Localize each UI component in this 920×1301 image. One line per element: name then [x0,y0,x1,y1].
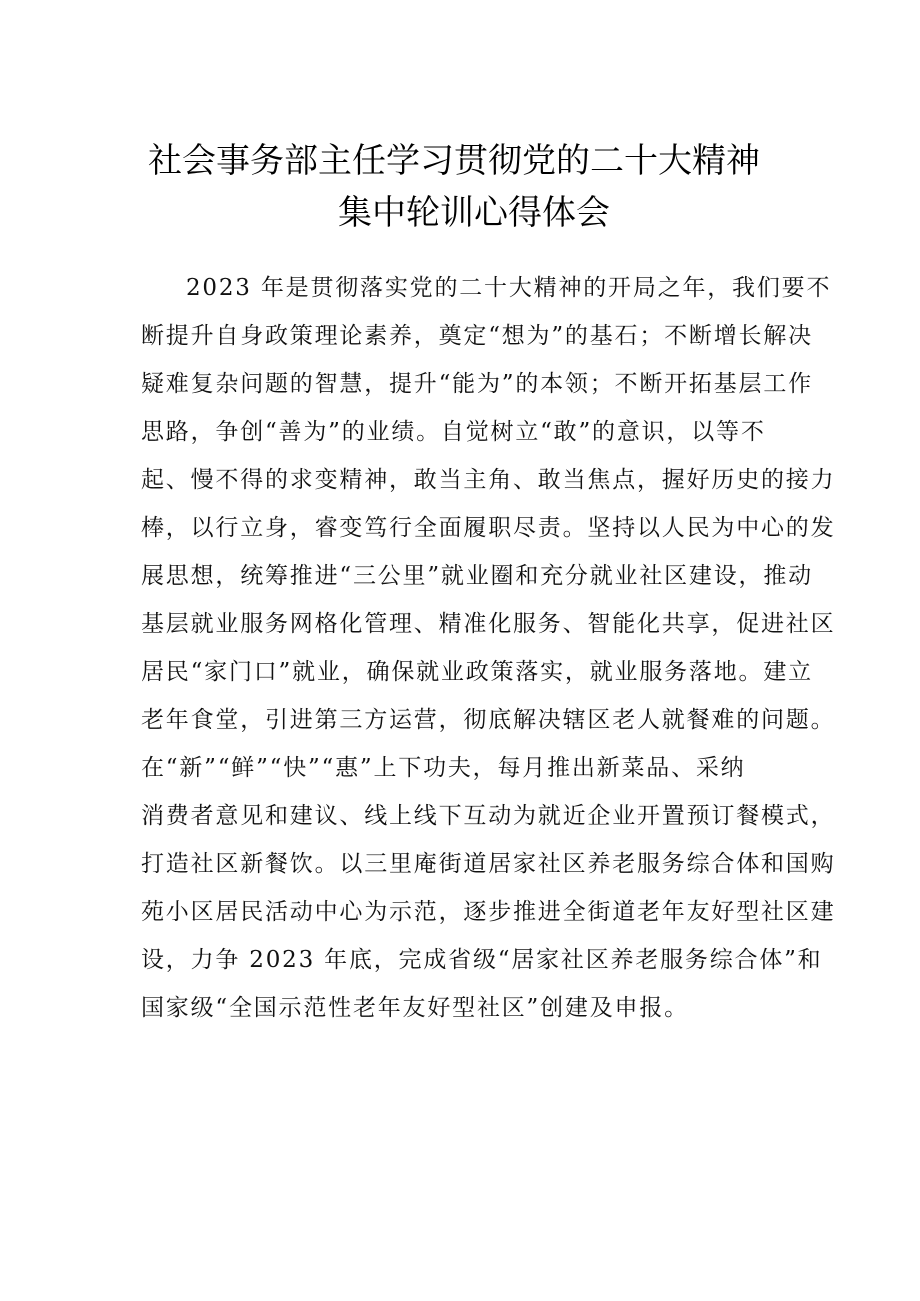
body-line: 居民“家门口”就业，确保就业政策落实，就业服务落地。建立 [141,659,813,685]
body-line: 国家级“全国示范性老年友好型社区”创建及申报。 [141,995,689,1021]
body-line: 苑小区居民活动中心为示范，逐步推进全街道老年友好型社区建 [141,899,836,925]
body-line: 思路，争创“善为”的业绩。自觉树立“敢”的意识，以等不 [141,419,766,445]
body-line: 设，力争 2023 年底，完成省级“居家社区养老服务综合体”和 [141,947,823,973]
document-title-line-1: 社会事务部主任学习贯彻党的二十大精神 [148,141,760,181]
body-line: 在“新”“鲜”“快”“惠”上下功夫，每月推出新菜品、采纳 [141,755,746,781]
body-line: 断提升自身政策理论素养，奠定“想为”的基石；不断增长解决 [141,323,813,349]
body-line: 2023 年是贯彻落实党的二十大精神的开局之年，我们要不 [186,275,832,301]
body-line: 打造社区新餐饮。以三里庵街道居家社区养老服务综合体和国购 [141,851,836,877]
body-line: 起、慢不得的求变精神，敢当主角、敢当焦点，握好历史的接力 [141,467,836,493]
body-line: 疑难复杂问题的智慧，提升“能为”的本领；不断开拓基层工作 [141,371,813,397]
body-line: 消费者意见和建议、线上线下互动为就近企业开置预订餐模式， [141,803,836,829]
body-line: 展思想，统筹推进“三公里”就业圈和充分就业社区建设，推动 [141,563,813,589]
body-line: 棒，以行立身，睿变笃行全面履职尽责。坚持以人民为中心的发 [141,515,836,541]
body-line: 基层就业服务网格化管理、精准化服务、智能化共享，促进社区 [141,611,836,637]
body-line: 老年食堂，引进第三方运营，彻底解决辖区老人就餐难的问题。 [141,707,836,733]
document-title-line-2: 集中轮训心得体会 [338,193,610,233]
